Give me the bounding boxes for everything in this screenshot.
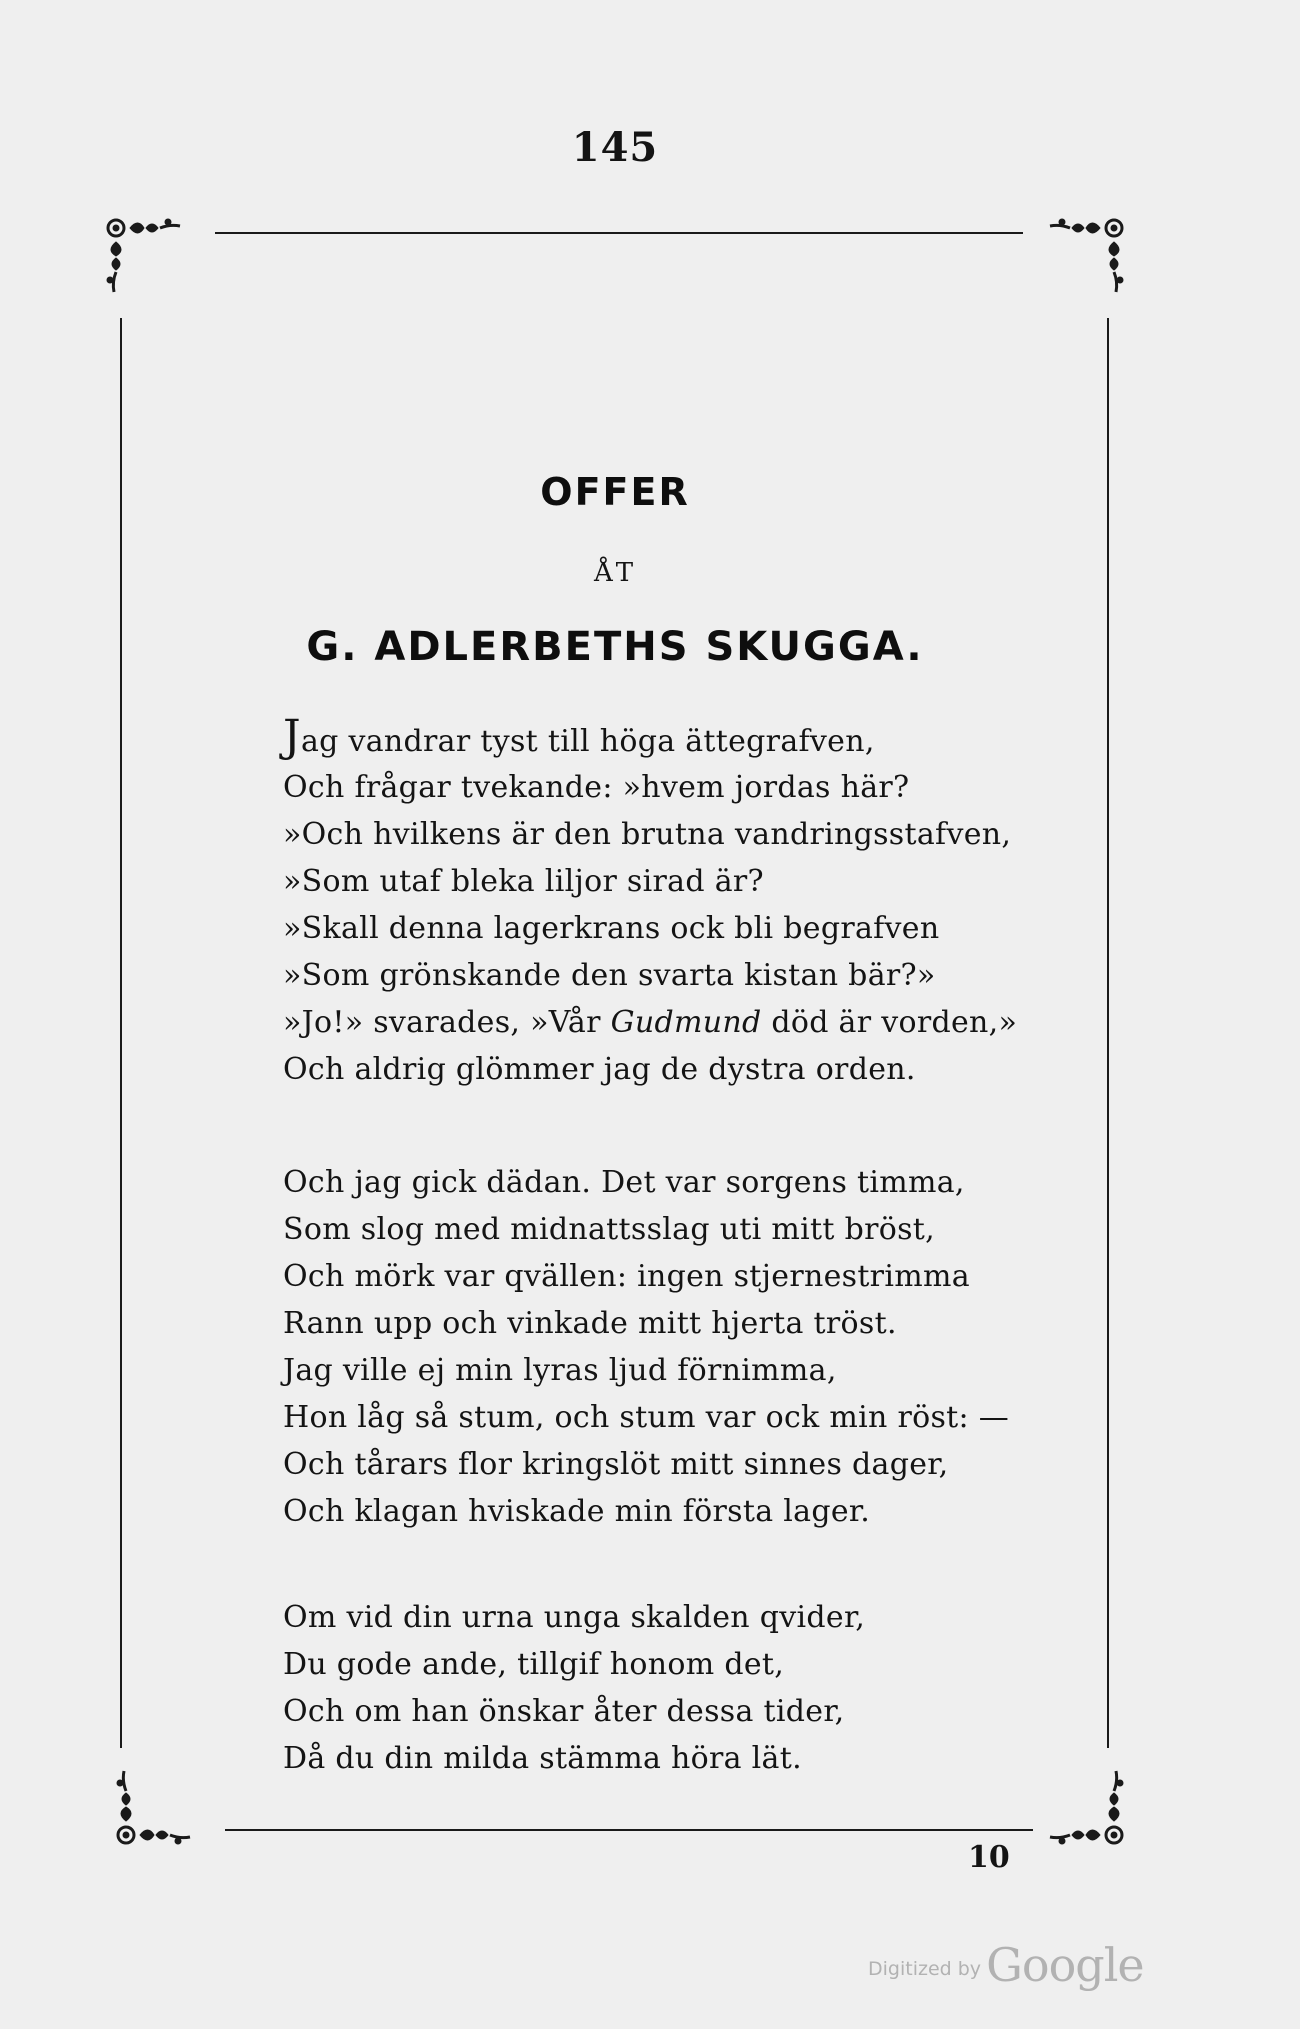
verse-line: Hon låg så stum, och stum var ock min röst: — — [283, 1400, 1010, 1435]
floral-corner-ornament-icon — [108, 1745, 218, 1855]
stanza-3 — [283, 1594, 1103, 1782]
verse-line: Rann upp och vinkade mitt hjerta tröst. — [283, 1306, 897, 1341]
frame-top-rule — [215, 232, 1023, 234]
verse-line: Och frågar tvekande: »hvem jordas här? — [283, 770, 910, 805]
verse-line: Och aldrig glömmer jag de dystra orden. — [283, 1052, 916, 1087]
watermark-prefix: Digitized by — [868, 1958, 982, 1980]
verse-line: »Som utaf bleka liljor sirad är? — [283, 864, 764, 899]
verse-line: Och om han önskar åter dessa tider, — [283, 1694, 845, 1729]
verse-line: Och tårars flor kringslöt mitt sinnes dager, — [283, 1447, 949, 1482]
poem-title-connector: ÅT — [593, 558, 637, 588]
floral-corner-ornament-icon — [1022, 208, 1132, 318]
stanza-1 — [283, 711, 1103, 1093]
verse-line: Då du din milda stämma höra lät. — [283, 1741, 802, 1776]
verse-line: Och klagan hviskade min första lager. — [283, 1494, 871, 1529]
verse-line — [283, 711, 1103, 764]
floral-corner-ornament-icon — [98, 208, 208, 318]
verse-text: »Jo!» svarades, »Vår — [283, 1005, 611, 1040]
signature-mark: 10 — [968, 1840, 1010, 1875]
poem-title: OFFER — [540, 470, 690, 514]
frame-right-rule — [1107, 318, 1109, 1748]
poem-subtitle: G. ADLERBETHS SKUGGA. — [306, 624, 924, 670]
verse-line: Om vid din urna unga skalden qvider, — [283, 1600, 866, 1635]
verse-line — [283, 999, 1103, 1046]
verse-text: ag vandrar tyst till höga ättegrafven, — [300, 724, 875, 759]
verse-line: »Som grönskande den svarta kistan bär?» — [283, 958, 936, 993]
frame-left-rule — [120, 318, 122, 1748]
verse-line: Du gode ande, tillgif honom det, — [283, 1647, 785, 1682]
watermark-brand: Google — [986, 1938, 1144, 1992]
page-number: 145 — [571, 124, 659, 171]
verse-line: »Och hvilkens är den brutna vandringsstafven, — [283, 817, 1012, 852]
verse-line: Som slog med midnattsslag uti mitt bröst, — [283, 1212, 935, 1247]
verse-line: Och jag gick dädan. Det var sorgens timma, — [283, 1165, 965, 1200]
frame-bottom-rule — [225, 1829, 1033, 1831]
verse-line: Jag ville ej min lyras ljud förnimma, — [283, 1353, 837, 1388]
drop-initial: J — [283, 711, 301, 762]
verse-line: Och mörk var qvällen: ingen stjernestrimma — [283, 1259, 970, 1294]
verse-line: »Skall denna lagerkrans ock bli begrafven — [283, 911, 940, 946]
digitization-watermark — [868, 1938, 1144, 1992]
verse-italic-name: Gudmund — [610, 1005, 762, 1040]
verse-text: död är vorden,» — [761, 1005, 1018, 1040]
stanza-2 — [283, 1159, 1103, 1535]
